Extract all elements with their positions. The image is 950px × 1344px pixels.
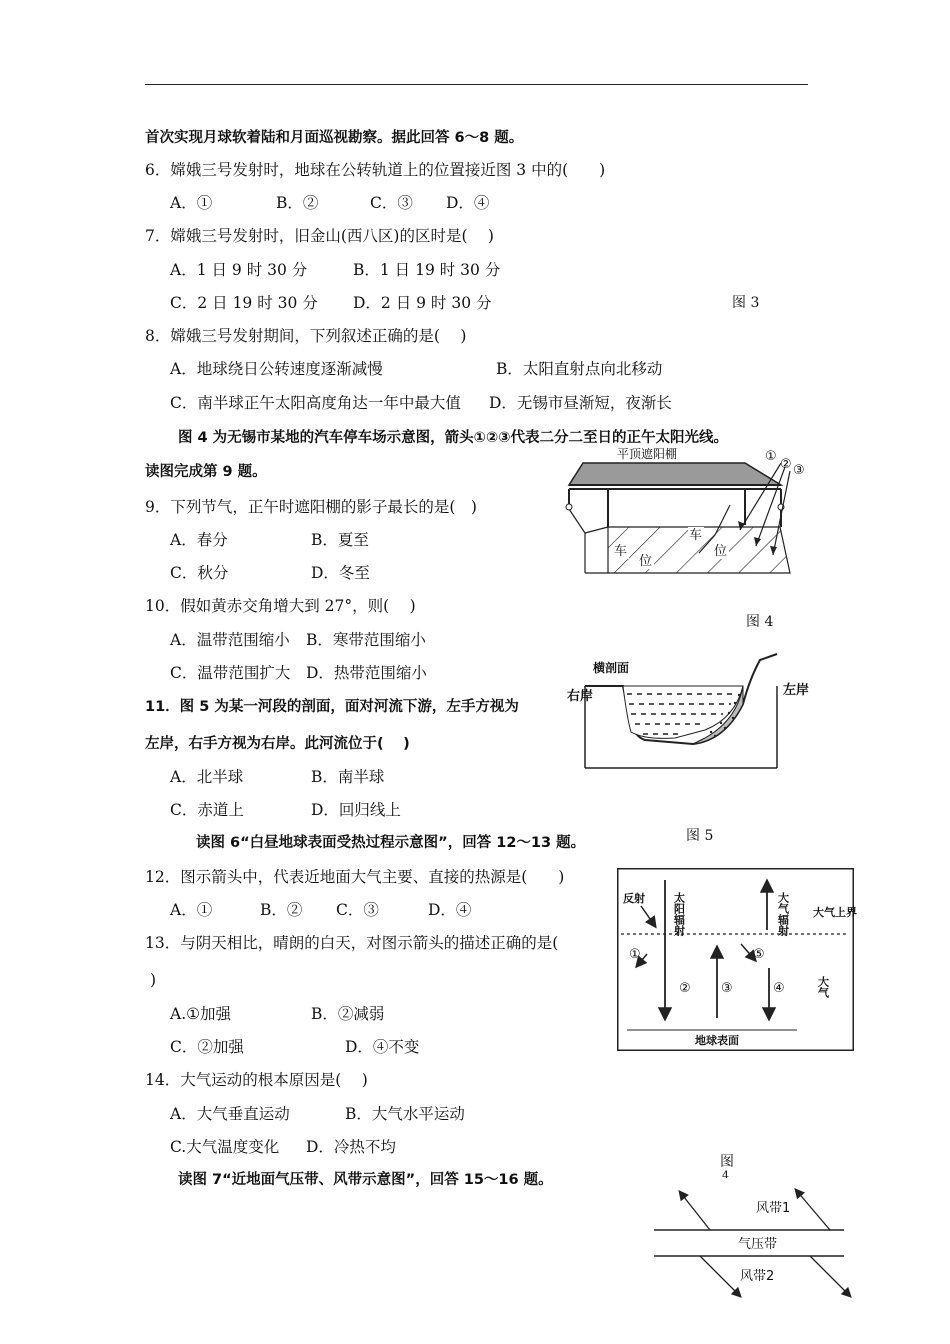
- fig4-intro: 图 4 为无锡市某地的汽车停车场示意图，箭头①②③代表二分二至日的正午太阳光线。: [178, 430, 729, 446]
- fig7-belt-1: 风带1: [756, 1201, 791, 1216]
- ray-label-1: ①: [765, 449, 777, 464]
- fig7-belt-2: 风带2: [740, 1269, 775, 1284]
- fig6-surface: 地球表面: [695, 1034, 739, 1047]
- slot-label-4: 位: [714, 544, 728, 559]
- fig5-caption: 图 5: [686, 828, 714, 844]
- q6-stem: 6．嫦娥三号发射时，地球在公转轨道上的位置接近图 3 中的( ): [145, 161, 606, 179]
- fig7-caption-fragment: 4: [722, 1170, 729, 1178]
- top-rule: [145, 84, 808, 85]
- q13-stem-end: ): [150, 971, 157, 989]
- q13-option-d: D．④不变: [345, 1038, 420, 1056]
- ray-label-3: ③: [793, 463, 805, 478]
- q10-option-c: C．温带范围扩大: [170, 664, 291, 682]
- q14-option-c: C.大气温度变化: [170, 1138, 280, 1156]
- q7-option-a: A．1 日 9 时 30 分: [170, 261, 308, 279]
- fig6-atmos: 大气: [816, 976, 830, 998]
- fig4-intro-2: 读图完成第 9 题。: [145, 464, 267, 480]
- slot-label-1: 车: [614, 544, 628, 559]
- intro-text: 首次实现月球软着陆和月面巡视勘察。据此回答 6～8 题。: [145, 130, 524, 146]
- q11-option-b: B．南半球: [311, 768, 385, 786]
- fig7-pressure-belt: 气压带: [738, 1237, 778, 1252]
- q12-option-a: A．①: [170, 901, 213, 919]
- fig7-intro: 读图 7“近地面气压带、风带示意图”，回答 15～16 题。: [178, 1172, 553, 1188]
- fig6-atm-rad: 大气辐射: [776, 892, 790, 936]
- q9-option-b: B．夏至: [311, 531, 369, 549]
- fig5-left-bank: 左岸: [783, 683, 810, 698]
- q10-option-a: A．温带范围缩小: [170, 631, 290, 649]
- q9-option-c: C．秋分: [170, 564, 229, 582]
- fig6-n4: ④: [773, 981, 785, 996]
- q8-option-a: A．地球绕日公转速度逐渐减慢: [170, 360, 383, 378]
- q7-option-d: D．2 日 9 时 30 分: [353, 294, 492, 312]
- q14-option-b: B．大气水平运动: [345, 1105, 465, 1123]
- fig6-n3: ③: [721, 981, 733, 996]
- fig5-right-bank: 右岸: [567, 689, 594, 704]
- q6-option-a: A．①: [170, 194, 213, 212]
- q6-option-b: B．②: [276, 194, 319, 212]
- fig6-n1: ①: [629, 947, 641, 962]
- fig6-intro: 读图 6“白昼地球表面受热过程示意图”，回答 12～13 题。: [196, 835, 586, 851]
- q10-option-d: D．热带范围缩小: [306, 664, 427, 682]
- fig4-diagram: [555, 445, 820, 580]
- fig6-n2: ②: [679, 981, 691, 996]
- q12-option-d: D．④: [428, 901, 472, 919]
- q12-option-b: B．②: [260, 901, 303, 919]
- q11-stem-2: 左岸，右手方视为右岸。此河流位于( ): [145, 736, 410, 752]
- q12-stem: 12．图示箭头中，代表近地面大气主要、直接的热源是( ): [145, 868, 565, 886]
- q11-option-c: C．赤道上: [170, 801, 244, 819]
- q6-option-c: C．③: [370, 194, 413, 212]
- slot-label-3: 车: [689, 528, 703, 543]
- q9-stem: 9．下列节气，正午时遮阳棚的影子最长的是( ): [145, 498, 477, 516]
- q14-option-d: D．冷热不均: [306, 1138, 396, 1156]
- q6-option-d: D．④: [446, 194, 490, 212]
- fig5-title: 横剖面: [593, 661, 630, 675]
- q8-option-d: D．无锡市昼渐短，夜渐长: [489, 394, 672, 412]
- q10-option-b: B．寒带范围缩小: [306, 631, 426, 649]
- q11-option-d: D．回归线上: [311, 801, 401, 819]
- fig3-caption: 图 3: [732, 295, 760, 311]
- q12-option-c: C．③: [336, 901, 379, 919]
- fig6-n5: ⑤: [753, 947, 765, 962]
- q13-stem: 13．与阴天相比，晴朗的白天，对图示箭头的描述正确的是(: [145, 934, 559, 952]
- q8-stem: 8．嫦娥三号发射期间，下列叙述正确的是( ): [145, 327, 467, 345]
- q7-option-c: C．2 日 19 时 30 分: [170, 294, 318, 312]
- q14-stem: 14．大气运动的根本原因是( ): [145, 1071, 368, 1089]
- q9-option-a: A．春分: [170, 531, 228, 549]
- q10-stem: 10．假如黄赤交角增大到 27°，则( ): [145, 597, 416, 615]
- q9-option-d: D．冬至: [311, 564, 370, 582]
- q13-option-b: B．②减弱: [311, 1005, 385, 1023]
- q8-option-c: C．南半球正午太阳高度角达一年中最大值: [170, 394, 461, 412]
- q13-option-c: C．②加强: [170, 1038, 244, 1056]
- fig6-solar: 太阳辐射: [672, 892, 686, 936]
- q11-option-a: A．北半球: [170, 768, 244, 786]
- fig7-caption: 图: [720, 1154, 734, 1170]
- q13-option-a: A.①加强: [170, 1005, 232, 1023]
- q11-stem-1: 11．图 5 为某一河段的剖面，面对河流下游，左手方视为: [145, 699, 519, 715]
- q14-option-a: A．大气垂直运动: [170, 1105, 290, 1123]
- fig5-diagram: [565, 648, 810, 776]
- fig7-diagram: [650, 1180, 865, 1305]
- fig6-upper: 大气上界: [813, 906, 857, 919]
- ray-label-2: ②: [780, 457, 792, 472]
- shelter-roof: [569, 463, 781, 485]
- q8-option-b: B．太阳直射点向北移动: [496, 360, 663, 378]
- roof-label: 平顶遮阳棚: [617, 447, 678, 461]
- slot-label-2: 位: [639, 554, 653, 569]
- q7-option-b: B．1 日 19 时 30 分: [353, 261, 501, 279]
- fig4-caption: 图 4: [746, 614, 774, 630]
- fig6-reflect: 反射: [623, 892, 645, 905]
- q7-stem: 7．嫦娥三号发射时，旧金山(西八区)的区时是( ): [145, 227, 494, 245]
- fig6-diagram: [617, 868, 857, 1051]
